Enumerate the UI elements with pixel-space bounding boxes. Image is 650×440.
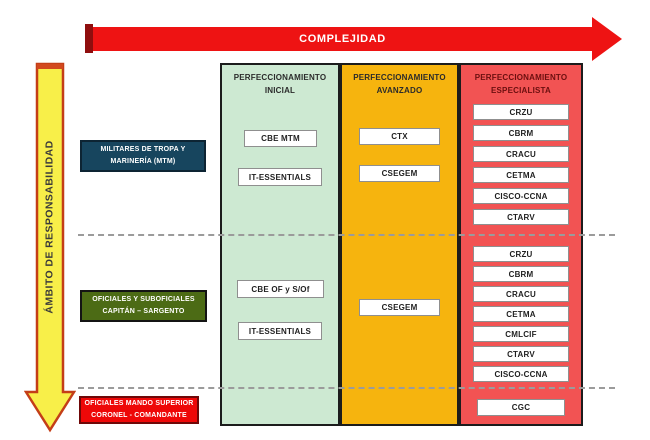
responsibility-arrow-label: ÁMBITO DE RESPONSABILIDAD	[44, 140, 56, 314]
course-box: IT-ESSENTIALS	[238, 168, 322, 186]
course-box: CISCO-CCNA	[473, 366, 569, 382]
course-box: CRZU	[473, 104, 569, 120]
course-box: CETMA	[473, 167, 569, 183]
column-header-line2: ESPECIALISTA	[490, 85, 552, 95]
course-box: CBRM	[473, 125, 569, 141]
section-divider-1	[78, 234, 615, 236]
column-header-line1: PERFECCIONAMIENTO	[474, 73, 568, 82]
course-box: CRACU	[473, 146, 569, 162]
section-divider-2	[78, 387, 615, 389]
row-label-line2: MARINERÍA (MTM)	[110, 158, 176, 165]
course-box: CTARV	[473, 346, 569, 362]
column-header-avanzado	[342, 65, 457, 98]
course-box: CTARV	[473, 209, 569, 225]
column-header-inicial	[222, 65, 338, 98]
responsibility-arrow-cap	[37, 64, 63, 69]
course-box: CBE OF y S/Of	[237, 280, 324, 298]
course-box: CISCO-CCNA	[473, 188, 569, 204]
course-box: CETMA	[473, 306, 569, 322]
row-label-oficiales-suboficiales	[80, 290, 207, 322]
row-label-mando-superior	[79, 396, 199, 424]
course-box: CGC	[477, 399, 565, 416]
column-header-line2: INICIAL	[264, 85, 296, 95]
course-box: CMLCIF	[473, 326, 569, 342]
row-label-line2: CORONEL - COMANDANTE	[91, 412, 187, 419]
course-box: CTX	[359, 128, 440, 145]
row-label-line1: MILITARES DE TROPA Y	[100, 146, 186, 154]
course-box: CRACU	[473, 286, 569, 302]
row-label-line1: OFICIALES Y SUBOFICIALES	[92, 296, 195, 304]
row-label-line1: OFICIALES MANDO SUPERIOR	[84, 400, 194, 408]
column-header-especialista	[461, 65, 581, 98]
course-box: CRZU	[473, 246, 569, 262]
column-header-line2: AVANZADO	[376, 85, 423, 95]
course-box: CBE MTM	[244, 130, 317, 147]
responsibility-arrow	[24, 62, 76, 434]
course-box: CSEGEM	[359, 299, 440, 316]
complexity-arrow	[93, 27, 592, 51]
complexity-arrow-head-icon	[592, 17, 622, 61]
course-box: CBRM	[473, 266, 569, 282]
column-perfeccionamiento-inicial	[220, 63, 340, 426]
complexity-arrow-label: COMPLEJIDAD	[299, 33, 386, 45]
row-label-line2: CAPITÁN – SARGENTO	[102, 308, 185, 315]
column-header-line1: PERFECCIONAMIENTO	[353, 73, 446, 82]
complexity-arrow-tail	[85, 24, 93, 53]
column-perfeccionamiento-avanzado	[340, 63, 459, 426]
column-header-line1: PERFECCIONAMIENTO	[233, 73, 327, 82]
course-box: CSEGEM	[359, 165, 440, 182]
course-box: IT-ESSENTIALS	[238, 322, 322, 340]
row-label-mtm	[80, 140, 206, 172]
